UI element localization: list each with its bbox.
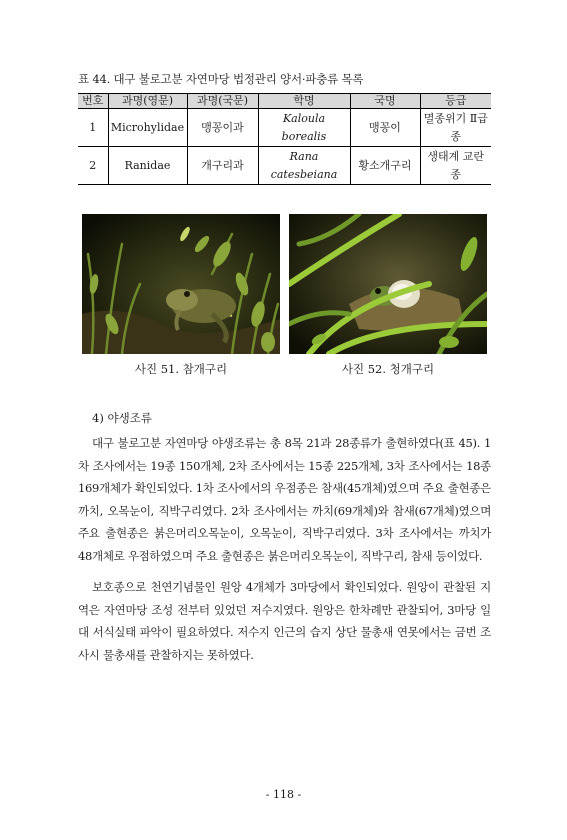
section-heading: 4) 야생조류 bbox=[92, 411, 152, 425]
header-number: 번호 bbox=[78, 94, 108, 109]
treefrog-photo-image bbox=[289, 214, 487, 354]
photo-caption-2: 사진 52. 청개구리 bbox=[341, 362, 435, 376]
header-family-en: 과명(영문) bbox=[108, 94, 187, 109]
photo-frog-1 bbox=[82, 214, 280, 354]
header-korean-name: 국명 bbox=[350, 94, 420, 109]
table-row bbox=[78, 147, 491, 185]
cell-korean-name: 맹꽁이 bbox=[350, 109, 420, 147]
species-table bbox=[78, 93, 491, 185]
page-number: - 118 - bbox=[265, 788, 302, 801]
header-family-ko: 과명(국문) bbox=[187, 94, 258, 109]
header-grade: 등급 bbox=[420, 94, 491, 109]
table-caption: 표 44. 대구 불로고분 자연마당 법정관리 양서·파충류 목록 bbox=[78, 72, 364, 86]
cell-number: 1 bbox=[78, 109, 108, 147]
photo-caption-1: 사진 51. 참개구리 bbox=[134, 362, 228, 376]
cell-family-en: Microhylidae bbox=[108, 109, 187, 147]
cell-grade: 멸종위기 Ⅱ급종 bbox=[420, 109, 491, 147]
cell-scientific-name: Kaloula borealis bbox=[258, 109, 350, 147]
photo-frog-2 bbox=[289, 214, 487, 354]
cell-korean-name: 황소개구리 bbox=[350, 147, 420, 185]
paragraph-2: 보호종으로 천연기념물인 원앙 4개체가 3마당에서 확인되었다. 원앙이 관찰된 지역은 자연마당 조성 전부터 있었던 저수지였다. 원앙은 한차례만 관찰되어, 3마당 일대 서식실태 파악이 필요하였다. 저수지 인근의 습지 상단 물총새 연못에서는 금번 조사시 물총새를 관찰하지는 못하였다. bbox=[78, 580, 491, 662]
header-scientific-name: 학명 bbox=[258, 94, 350, 109]
cell-family-ko: 개구리과 bbox=[187, 147, 258, 185]
cell-family-en: Ranidae bbox=[108, 147, 187, 185]
table-header-row bbox=[78, 94, 491, 109]
frog-photo-image bbox=[82, 214, 280, 354]
cell-scientific-name: Rana catesbeiana bbox=[258, 147, 350, 185]
cell-grade: 생태계 교란종 bbox=[420, 147, 491, 185]
cell-family-ko: 맹꽁이과 bbox=[187, 109, 258, 147]
table-row bbox=[78, 109, 491, 147]
cell-number: 2 bbox=[78, 147, 108, 185]
paragraph-1: 대구 불로고분 자연마당 야생조류는 총 8목 21과 28종류가 출현하였다(표 45). 1차 조사에서는 19종 150개체, 2차 조사에서는 15종 225개체, 3차 조사에서는 18종 169개체가 확인되었다. 1차 조사에서의 우점종은 참새(45개체)였으며 주요 출현종은 까치, 오목눈이, 직박구리였다. 2차 조사에서는 까치(69개체)와 참새(67개체)였으며 주요 출현종은 붉은머리오목눈이, 오목눈이, 직박구리였다. 3차 조사에서는 까치가 48개체로 우점하였으며 주요 출현종은 붉은머리오목눈이, 직박구리, 참새 등이었다. bbox=[78, 436, 491, 563]
